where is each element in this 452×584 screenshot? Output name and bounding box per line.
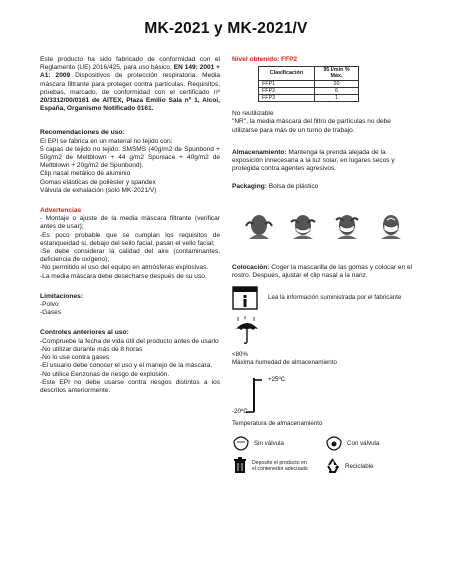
level-section xyxy=(232,56,418,102)
table-cell: 1 xyxy=(315,95,359,102)
intro-text-1: Este producto ha sido fabricado de conformidad con el Reglamento (UE) 2016/425, para uso básico, xyxy=(40,56,220,72)
use-line: El EPI se fabrica en un material no tejido con: xyxy=(40,137,173,145)
waste-bin-icon xyxy=(232,457,248,475)
table-row xyxy=(259,80,359,87)
fitting-illustrations xyxy=(232,212,418,240)
packaging-heading: Packaging: xyxy=(232,183,267,191)
warning-line: -No permitido el uso del equipo en atmósferas explosivas. xyxy=(40,264,209,272)
reuse-heading: No reutilizable xyxy=(232,110,274,118)
fitting-step-1-icon xyxy=(243,212,275,240)
use-line: Gomas elásticas de poliéster y spandex xyxy=(40,178,156,186)
control-line: -No utilice Eenzonas de riesgo de explosión. xyxy=(40,370,170,378)
recycle-icon xyxy=(325,458,341,474)
reuse-text: "NR", la media máscara del filtro de partículas no debe utilizarse para más de un turno de trabajo. xyxy=(232,118,391,134)
fitting-step-2-icon xyxy=(287,212,319,240)
temperature-label: Temperatura de almacenamiento xyxy=(232,420,323,428)
controls-section xyxy=(40,329,220,395)
con-valvula-label: Con válvula xyxy=(347,439,380,447)
table-cell: FFP2 xyxy=(259,87,315,94)
placement-section xyxy=(232,264,418,280)
control-line: -Este EPI no debe usarse contra riesgos distintos a los descritos anteriormente. xyxy=(40,378,220,394)
use-section xyxy=(40,129,220,195)
control-line: -El usuario debe conocer el uso y el manejo de la máscara. xyxy=(40,362,213,370)
certificate-reference: 20/3312/00/0161 de AITEX, Plaza Emilio Sala nº 1, Alcoi, España, Organismo Notificado 0161. xyxy=(40,97,220,113)
sin-valvula-label: Sin válvula xyxy=(254,439,284,447)
use-line: Clip nasal metálico de aluminio xyxy=(40,170,131,178)
control-line: -Compruebe la fecha de vida útil del producto antes de usarlo xyxy=(40,337,219,345)
level-heading: Nivel obtenido: FFP2 xyxy=(232,56,298,63)
controls-heading: Controles anteriores al uso: xyxy=(40,329,129,337)
humidity-label: Máxima humedad de almacenamiento xyxy=(232,358,337,366)
storage-section xyxy=(232,149,418,174)
manufacturer-info-row xyxy=(232,286,418,310)
temperature-block xyxy=(232,376,418,420)
control-line: -No lo use contra gases xyxy=(40,354,110,362)
fitting-step-3-icon xyxy=(331,212,363,240)
umbrella-icon xyxy=(232,316,262,346)
info-book-icon xyxy=(232,286,258,310)
placement-text: Coger la mascarilla de las gomas y colocar en el rostro. Después, ajustar el clip nasal a la nariz. xyxy=(232,263,413,279)
placement-heading: Colocación: xyxy=(232,263,270,271)
storage-heading: Almacenamiento: xyxy=(232,148,287,156)
temperature-max: +25ºC xyxy=(268,376,286,384)
reuse-section xyxy=(232,110,418,135)
warning-line: - Montaje o ajuste de la media máscara filtrante (verificar antes de usar); xyxy=(40,215,220,231)
control-line: -No utilizar durante más de 8 horas xyxy=(40,345,143,353)
mask-without-valve-icon xyxy=(232,435,250,451)
limit-line: -Polvo xyxy=(40,301,59,309)
packaging-text: Bolsa de plástico xyxy=(266,183,319,191)
limits-heading: Limitaciones: xyxy=(40,292,84,300)
use-line: 5 capas de tejido no tejido: SMSMS (40g/m2 de Spunbond + 50g/m2 de Meltblown + 44 g/m2 Spunlace + 40g/m2 de Meltblown + 20g/m2 de Spunbond). xyxy=(40,145,220,170)
intro-text-2: Dispositivos de protección respiratoria. Media máscara filtrante para proteger contra partículas. Requisitos, pruebas, marcado, de conformidad con el certificado nº xyxy=(40,72,220,96)
temperature-min: -20ºC xyxy=(232,408,248,416)
limits-section xyxy=(40,293,220,318)
sin-valvula-item xyxy=(232,435,325,451)
table-row xyxy=(259,95,359,102)
con-valvula-item xyxy=(325,435,418,451)
mask-with-valve-icon xyxy=(325,435,343,451)
norm-reference: EN 149: 2001 + A1: 2009 xyxy=(40,64,220,80)
packaging-section xyxy=(232,183,418,191)
warnings-heading: Advertencias xyxy=(40,207,82,215)
recyclable-label: Reciclable xyxy=(345,462,374,470)
use-line: Válvula de exhalación (solo MK-2021/V) xyxy=(40,186,157,194)
page-title: MK-2021 y MK-2021/V xyxy=(144,20,308,37)
left-column xyxy=(40,56,220,405)
warning-line: -Se debe considerar la calidad del aire (contaminantes, deficiencia de oxígeno); xyxy=(40,248,220,264)
info-text: Lea la información suministrada por el fabricante xyxy=(268,294,402,302)
table-cell: FFP3 xyxy=(259,95,315,102)
table-cell: 6 xyxy=(315,87,359,94)
intro-paragraph xyxy=(40,56,220,113)
disposal-grid xyxy=(232,435,418,481)
table-header: Clasificación xyxy=(259,67,315,80)
table-header: 95 l/min % Máx. xyxy=(315,67,359,80)
right-column xyxy=(232,56,418,481)
warnings-section xyxy=(40,207,220,281)
warning-line: -Es poco probable que se cumplan los requisitos de estanqueidad si, debajo del sello facial, pasan el vello facial; xyxy=(40,231,220,247)
table-cell: FFP1 xyxy=(259,80,315,87)
humidity-block xyxy=(232,351,418,366)
deposit-item xyxy=(232,457,325,475)
table-row xyxy=(259,87,359,94)
table-header-row xyxy=(259,67,359,80)
table-cell: 20 xyxy=(315,80,359,87)
warning-line: -La media máscara debe desecharse después de su uso. xyxy=(40,272,207,280)
recyclable-item xyxy=(325,457,418,475)
humidity-value: <80% xyxy=(232,351,248,359)
storage-text: Mantenga la prenda alejada de la exposición innecesaria a la luz solar, en lugares secos y protegida contra agentes agresivos. xyxy=(232,148,395,173)
limit-line: -Gases xyxy=(40,309,62,317)
classification-table xyxy=(258,66,359,102)
fitting-step-4-icon xyxy=(375,212,407,240)
use-heading: Recomendaciones de uso: xyxy=(40,129,125,137)
deposit-label: Deposite el producto en el contenedor adecuado xyxy=(252,460,308,473)
